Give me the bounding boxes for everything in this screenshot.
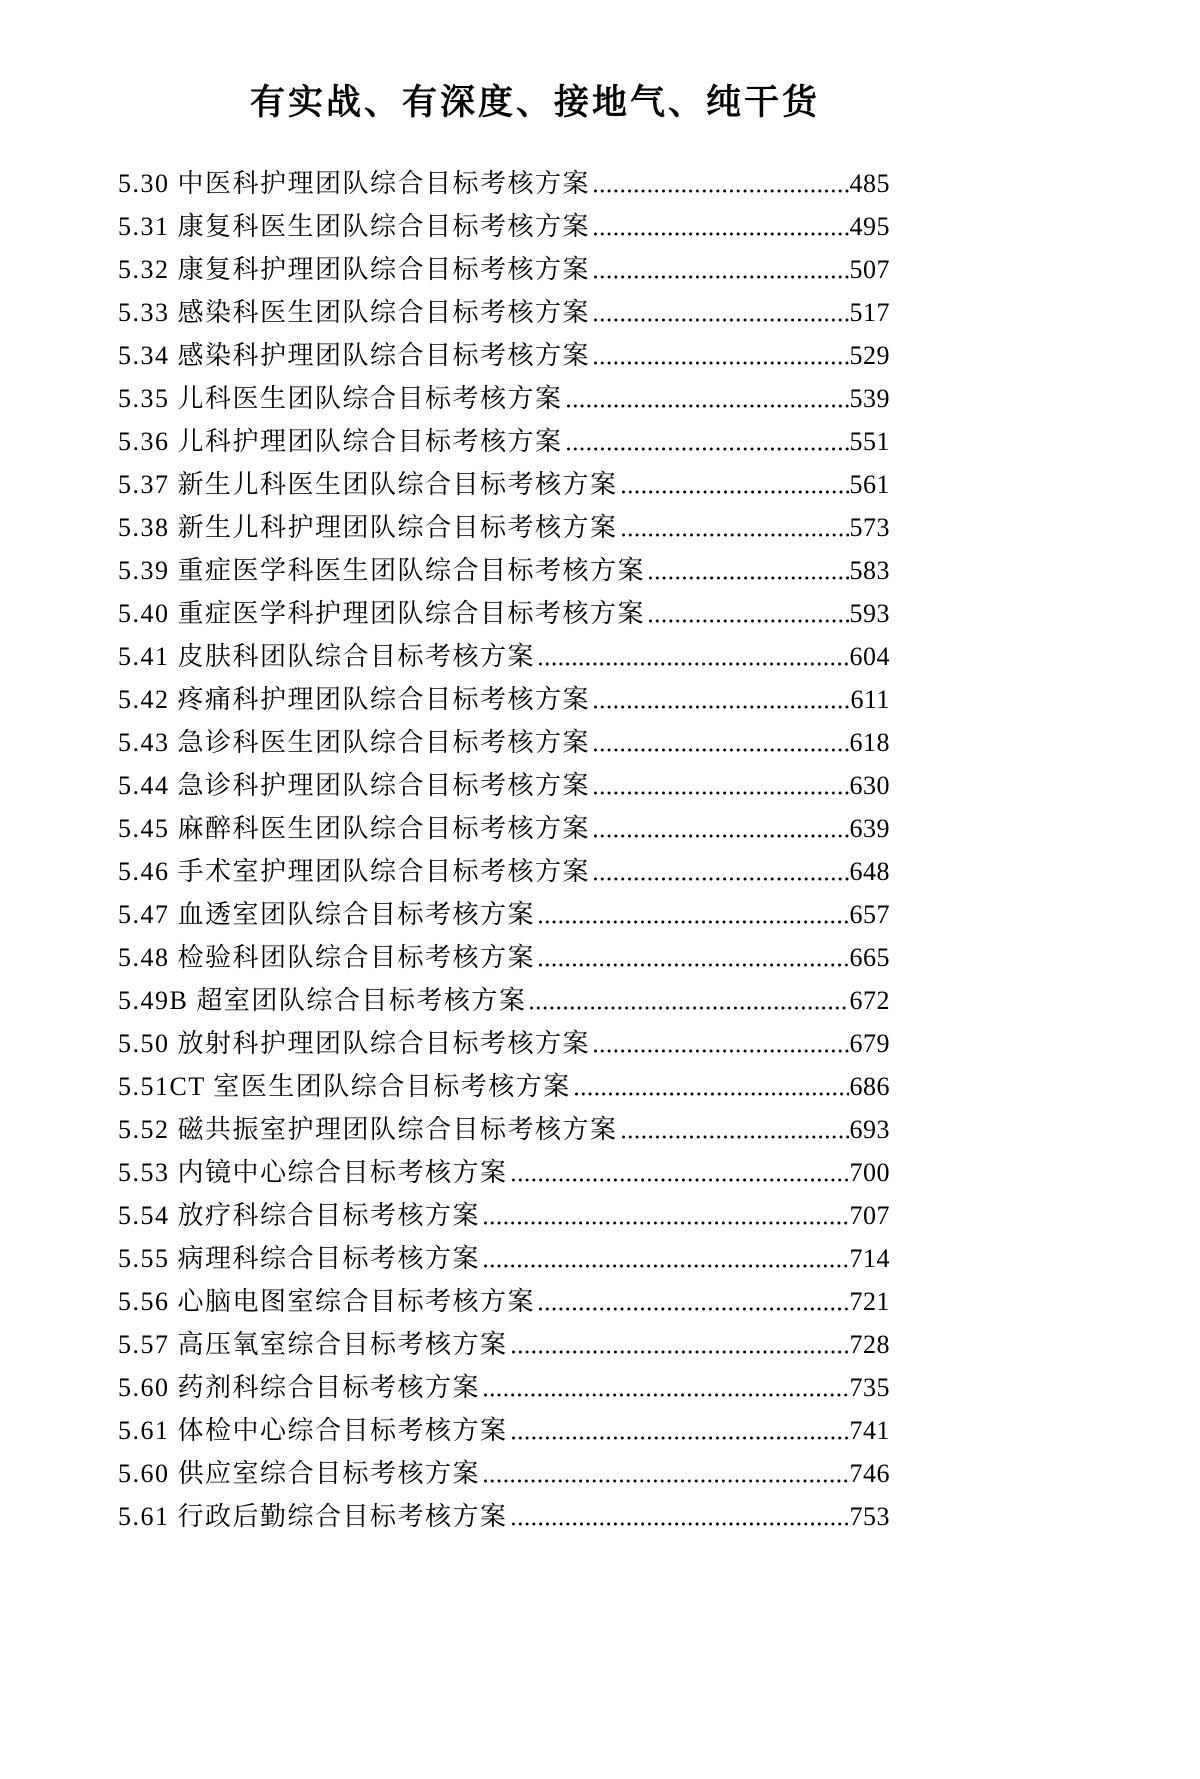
- dot-leader: [484, 1221, 848, 1225]
- toc-entry-page: 735: [849, 1373, 890, 1402]
- dot-leader: [622, 490, 849, 494]
- toc-entry-label: 5.53 内镜中心综合目标考核方案: [118, 1158, 508, 1187]
- toc-entry-label: 5.47 血透室团队综合目标考核方案: [118, 900, 536, 929]
- toc-entry-label: 5.32 康复科护理团队综合目标考核方案: [118, 255, 591, 284]
- dot-leader: [594, 361, 848, 365]
- toc-entry[interactable]: [118, 1022, 890, 1065]
- toc-entry-page: 665: [849, 943, 890, 972]
- toc-entry-page: 630: [849, 771, 890, 800]
- dot-leader: [567, 404, 849, 408]
- dot-leader: [530, 1006, 848, 1010]
- toc-entry-label: 5.60 供应室综合目标考核方案: [118, 1459, 481, 1488]
- toc-entry-label: 5.31 康复科医生团队综合目标考核方案: [118, 212, 591, 241]
- toc-entry[interactable]: [118, 1323, 890, 1366]
- dot-leader: [622, 1135, 849, 1139]
- toc-entry-label: 5.48 检验科团队综合目标考核方案: [118, 943, 536, 972]
- toc-entry-page: 746: [849, 1459, 890, 1488]
- dot-leader: [622, 533, 849, 537]
- toc-entry-label: 5.49B 超室团队综合目标考核方案: [118, 986, 527, 1015]
- toc-entry-page: 741: [849, 1416, 890, 1445]
- toc-entry[interactable]: [118, 334, 890, 377]
- toc-entry-label: 5.57 高压氧室综合目标考核方案: [118, 1330, 508, 1359]
- toc-entry-label: 5.40 重症医学科护理团队综合目标考核方案: [118, 599, 646, 628]
- toc-entry-label: 5.33 感染科医生团队综合目标考核方案: [118, 298, 591, 327]
- toc-entry-label: 5.35 儿科医生团队综合目标考核方案: [118, 384, 563, 413]
- toc-entry-label: 5.55 病理科综合目标考核方案: [118, 1244, 481, 1273]
- toc-entry[interactable]: [118, 549, 890, 592]
- dot-leader: [594, 275, 848, 279]
- toc-entry-page: 693: [849, 1115, 890, 1144]
- toc-entry[interactable]: [118, 764, 890, 807]
- toc-entry-page: 618: [849, 728, 890, 757]
- toc-entry-page: 728: [849, 1330, 890, 1359]
- toc-entry-label: 5.51CT 室医生团队综合目标考核方案: [118, 1072, 571, 1101]
- dot-leader: [594, 1049, 848, 1053]
- toc-entry-page: 721: [849, 1287, 890, 1316]
- toc-entry-page: 551: [849, 427, 890, 456]
- toc-entry[interactable]: [118, 1065, 890, 1108]
- toc-entry[interactable]: [118, 1495, 890, 1538]
- toc-entry-label: 5.42 疼痛科护理团队综合目标考核方案: [118, 685, 591, 714]
- dot-leader: [539, 963, 848, 967]
- toc-entry-page: 686: [849, 1072, 890, 1101]
- toc-entry-page: 753: [849, 1502, 890, 1531]
- toc-entry-page: 561: [849, 470, 890, 499]
- toc-entry-page: 672: [849, 986, 890, 1015]
- toc-entry[interactable]: [118, 377, 890, 420]
- toc-entry-page: 707: [849, 1201, 890, 1230]
- dot-leader: [484, 1264, 848, 1268]
- toc-entry[interactable]: [118, 248, 890, 291]
- toc-entry[interactable]: [118, 420, 890, 463]
- dot-leader: [594, 189, 848, 193]
- toc-entry[interactable]: [118, 506, 890, 549]
- toc-entry[interactable]: [118, 1237, 890, 1280]
- dot-leader: [484, 1393, 848, 1397]
- toc-entry-label: 5.60 药剂科综合目标考核方案: [118, 1373, 481, 1402]
- dot-leader: [594, 318, 848, 322]
- toc-entry[interactable]: [118, 807, 890, 850]
- toc-entry-label: 5.50 放射科护理团队综合目标考核方案: [118, 1029, 591, 1058]
- toc-entry-label: 5.37 新生儿科医生团队综合目标考核方案: [118, 470, 618, 499]
- toc-entry-label: 5.56 心脑电图室综合目标考核方案: [118, 1287, 536, 1316]
- toc-entry-label: 5.39 重症医学科医生团队综合目标考核方案: [118, 556, 646, 585]
- toc-entry-page: 593: [849, 599, 890, 628]
- dot-leader: [594, 877, 848, 881]
- toc-entry[interactable]: [118, 936, 890, 979]
- toc-entry[interactable]: [118, 1151, 890, 1194]
- toc-entry-page: 539: [849, 384, 890, 413]
- toc-entry[interactable]: [118, 678, 890, 721]
- toc-entry-label: 5.61 行政后勤综合目标考核方案: [118, 1502, 508, 1531]
- toc-entry[interactable]: [118, 721, 890, 764]
- toc-entry-label: 5.43 急诊科医生团队综合目标考核方案: [118, 728, 591, 757]
- toc-entry-page: 507: [849, 255, 890, 284]
- toc-entry[interactable]: [118, 162, 890, 205]
- toc-entry-label: 5.52 磁共振室护理团队综合目标考核方案: [118, 1115, 618, 1144]
- toc-entry[interactable]: [118, 463, 890, 506]
- dot-leader: [539, 1307, 848, 1311]
- toc-entry[interactable]: [118, 979, 890, 1022]
- toc-entry-page: 700: [849, 1158, 890, 1187]
- toc-entry-label: 5.44 急诊科护理团队综合目标考核方案: [118, 771, 591, 800]
- toc-entry[interactable]: [118, 291, 890, 334]
- toc-entry-label: 5.54 放疗科综合目标考核方案: [118, 1201, 481, 1230]
- toc-entry-page: 648: [849, 857, 890, 886]
- toc-entry[interactable]: [118, 1409, 890, 1452]
- toc-entry-page: 611: [850, 685, 890, 714]
- toc-entry-page: 517: [849, 298, 890, 327]
- dot-leader: [539, 920, 848, 924]
- toc-entry-page: 679: [849, 1029, 890, 1058]
- toc-entry[interactable]: [118, 1108, 890, 1151]
- toc-entry[interactable]: [118, 205, 890, 248]
- toc-entry-label: 5.46 手术室护理团队综合目标考核方案: [118, 857, 591, 886]
- dot-leader: [512, 1522, 849, 1526]
- toc-entry-page: 639: [849, 814, 890, 843]
- toc-list: [118, 162, 890, 1538]
- toc-entry-page: 583: [849, 556, 890, 585]
- toc-entry[interactable]: [118, 635, 890, 678]
- toc-entry[interactable]: [118, 1366, 890, 1409]
- dot-leader: [649, 619, 848, 623]
- toc-entry-page: 657: [849, 900, 890, 929]
- dot-leader: [594, 232, 848, 236]
- toc-entry[interactable]: [118, 850, 890, 893]
- toc-entry[interactable]: [118, 893, 890, 936]
- toc-entry[interactable]: [118, 1280, 890, 1323]
- toc-entry-label: 5.36 儿科护理团队综合目标考核方案: [118, 427, 563, 456]
- dot-leader: [512, 1350, 849, 1354]
- toc-entry-page: 529: [849, 341, 890, 370]
- toc-entry-label: 5.38 新生儿科护理团队综合目标考核方案: [118, 513, 618, 542]
- toc-entry-label: 5.30 中医科护理团队综合目标考核方案: [118, 169, 591, 198]
- dot-leader: [594, 791, 848, 795]
- dot-leader: [575, 1092, 849, 1096]
- toc-entry-label: 5.41 皮肤科团队综合目标考核方案: [118, 642, 536, 671]
- toc-entry[interactable]: [118, 592, 890, 635]
- dot-leader: [567, 447, 849, 451]
- dot-leader: [484, 1479, 848, 1483]
- dot-leader: [512, 1436, 849, 1440]
- dot-leader: [594, 834, 848, 838]
- toc-entry-page: 573: [849, 513, 890, 542]
- page-title: 有实战、有深度、接地气、纯干货: [249, 83, 820, 122]
- dot-leader: [512, 1178, 849, 1182]
- toc-entry-label: 5.34 感染科护理团队综合目标考核方案: [118, 341, 591, 370]
- document-page: [0, 82, 1200, 1779]
- dot-leader: [594, 748, 848, 752]
- toc-entry-page: 485: [849, 169, 890, 198]
- dot-leader: [649, 576, 848, 580]
- toc-entry-page: 714: [849, 1244, 890, 1273]
- toc-entry-label: 5.45 麻醉科医生团队综合目标考核方案: [118, 814, 591, 843]
- toc-entry[interactable]: [118, 1452, 890, 1495]
- toc-entry-page: 495: [849, 212, 890, 241]
- toc-entry-page: 604: [849, 642, 890, 671]
- toc-entry-label: 5.61 体检中心综合目标考核方案: [118, 1416, 508, 1445]
- dot-leader: [539, 662, 848, 666]
- toc-entry[interactable]: [118, 1194, 890, 1237]
- dot-leader: [594, 705, 849, 709]
